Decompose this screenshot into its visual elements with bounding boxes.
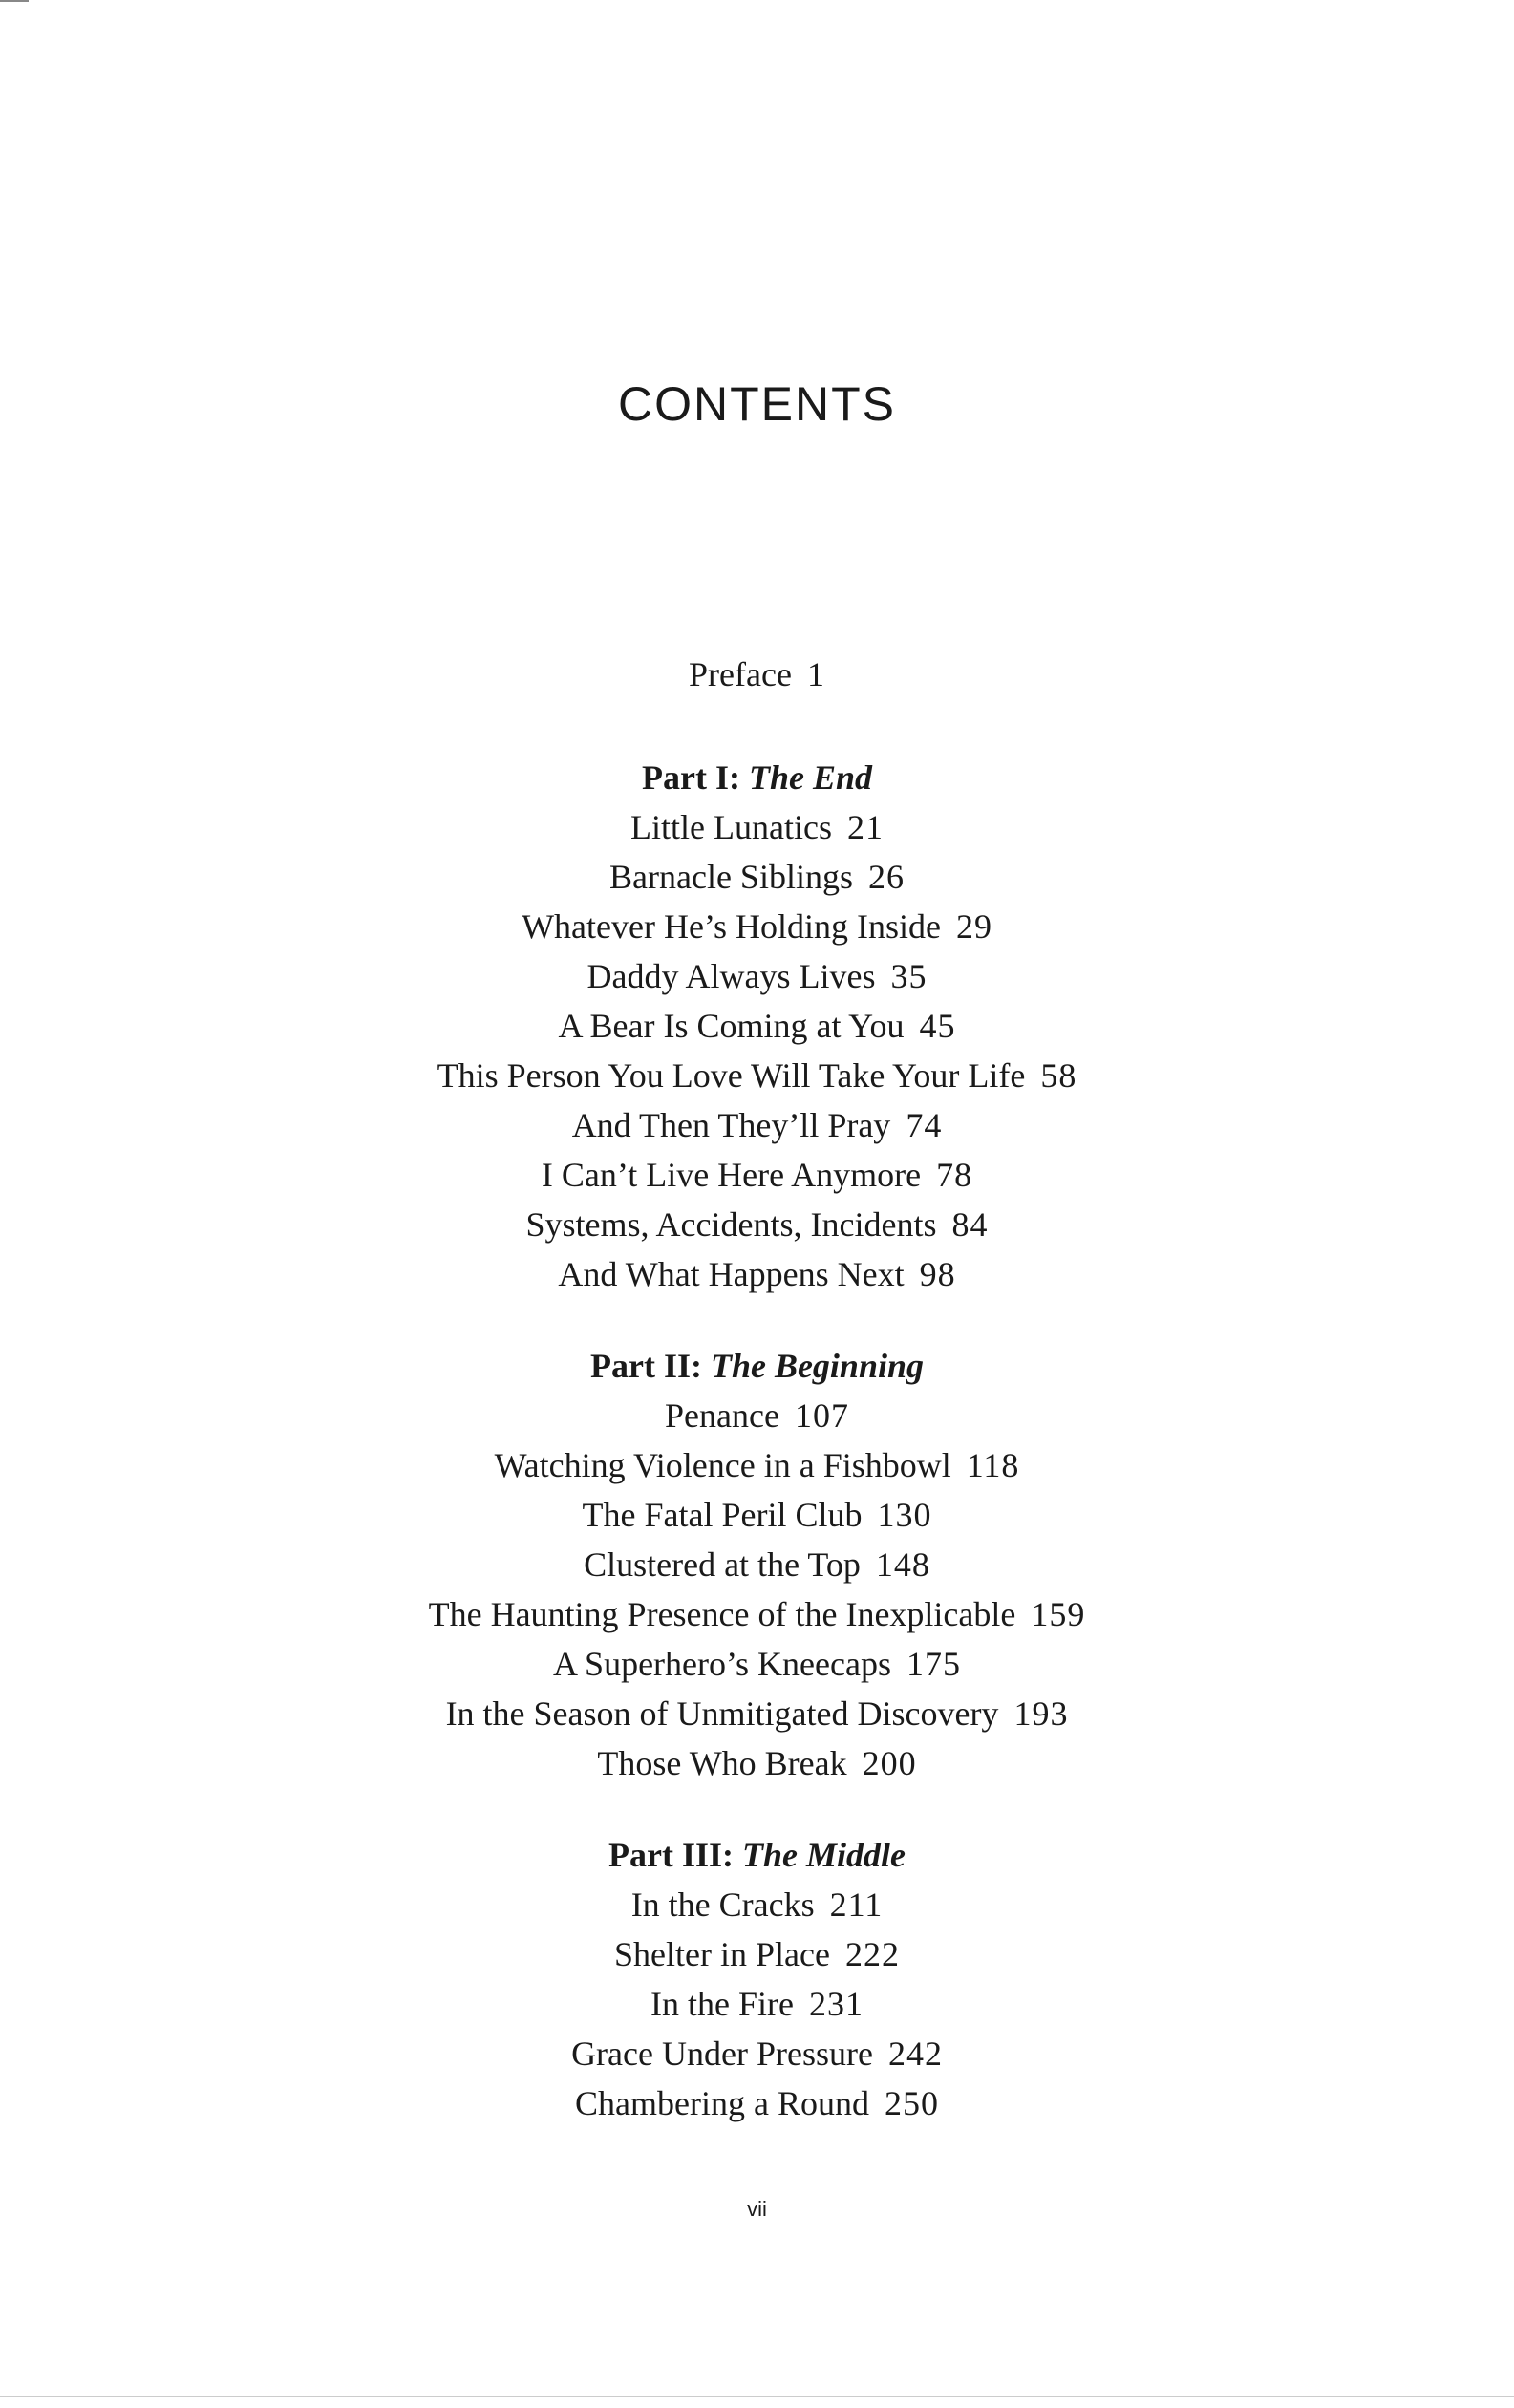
toc-entry-title: Shelter in Place — [614, 1935, 830, 1973]
toc-entry-page: 45 — [919, 1007, 956, 1045]
toc-entry-title: Clustered at the Top — [584, 1545, 861, 1584]
toc-entry[interactable] — [0, 1689, 1514, 1738]
toc-entry-title: Little Lunatics — [630, 808, 832, 846]
toc-entry-title: Daddy Always Lives — [586, 957, 876, 995]
toc-entry[interactable] — [0, 1051, 1514, 1100]
toc-entry-preface[interactable] — [0, 650, 1514, 699]
preface-block — [0, 650, 1514, 699]
toc-entry[interactable] — [0, 1150, 1514, 1200]
toc-entry-page: 29 — [955, 907, 992, 946]
toc-entry-title: Systems, Accidents, Incidents — [525, 1205, 937, 1244]
toc-entry-page: 74 — [906, 1106, 943, 1144]
toc-entry-title: Grace Under Pressure — [571, 2035, 873, 2073]
toc-entry-title: In the Cracks — [630, 1886, 815, 1924]
toc-entry-page: 130 — [877, 1496, 932, 1534]
toc-entry-title: In the Fire — [650, 1985, 794, 2023]
toc-entry[interactable] — [0, 1100, 1514, 1150]
toc-entry-page: 84 — [951, 1205, 989, 1244]
toc-entry[interactable] — [0, 1540, 1514, 1589]
toc-entry[interactable] — [0, 1929, 1514, 1979]
toc-entry-page: 107 — [794, 1396, 849, 1435]
toc-entry-title: Penance — [665, 1396, 779, 1435]
part-name: The Beginning — [710, 1347, 925, 1385]
toc-entry[interactable] — [0, 1440, 1514, 1490]
toc-entry-title: And Then They’ll Pray — [571, 1106, 891, 1144]
toc-entry[interactable] — [0, 2078, 1514, 2128]
toc-entry-title: Chambering a Round — [575, 2084, 869, 2122]
part-3-block — [0, 1830, 1514, 2128]
toc-entry[interactable] — [0, 951, 1514, 1001]
toc-entry[interactable] — [0, 1639, 1514, 1689]
toc-entry-title: This Person You Love Will Take Your Life — [437, 1056, 1026, 1095]
toc-entry-page: 118 — [966, 1446, 1020, 1484]
toc-entry[interactable] — [0, 1738, 1514, 1788]
toc-entry[interactable] — [0, 1001, 1514, 1051]
part-2-block — [0, 1341, 1514, 1788]
toc-entry-page: 98 — [919, 1255, 956, 1293]
toc-entry-page: 250 — [884, 2084, 939, 2122]
toc-entry-title: I Can’t Live Here Anymore — [541, 1156, 922, 1194]
toc-entry-title: A Superhero’s Kneecaps — [553, 1645, 891, 1683]
toc-entry-title: The Haunting Presence of the Inexplicable — [428, 1595, 1016, 1633]
toc-entry-page: 211 — [829, 1886, 884, 1924]
part-2-title[interactable] — [0, 1341, 1514, 1391]
toc-entry[interactable] — [0, 902, 1514, 951]
toc-entry-page: 148 — [875, 1545, 930, 1584]
toc-entry[interactable] — [0, 1490, 1514, 1540]
toc-entry[interactable] — [0, 1200, 1514, 1249]
toc-entry-title: And What Happens Next — [558, 1255, 905, 1293]
toc-entry[interactable] — [0, 802, 1514, 852]
toc-entry-page: 242 — [887, 2035, 943, 2073]
toc-entry-page: 193 — [1013, 1694, 1069, 1733]
scan-edge-line — [0, 2396, 1514, 2397]
part-label: Part II: — [589, 1347, 702, 1385]
toc-entry-page: 1 — [806, 655, 825, 693]
part-name: The Middle — [742, 1836, 906, 1874]
part-1-block — [0, 753, 1514, 1299]
toc-entry[interactable] — [0, 2029, 1514, 2078]
toc-entry-title: Preface — [689, 655, 792, 693]
toc-entry[interactable] — [0, 1979, 1514, 2029]
page-number: vii — [747, 2197, 767, 2221]
part-name: The End — [748, 758, 872, 797]
toc-entry[interactable] — [0, 1391, 1514, 1440]
toc-entry-title: The Fatal Peril Club — [582, 1496, 863, 1534]
toc-entry-title: Whatever He’s Holding Inside — [522, 907, 941, 946]
part-label: Part I: — [642, 758, 740, 797]
toc-entry[interactable] — [0, 1249, 1514, 1299]
toc-entry-title: In the Season of Unmitigated Discovery — [445, 1694, 999, 1733]
part-1-title[interactable] — [0, 753, 1514, 802]
toc-entry[interactable] — [0, 1880, 1514, 1929]
toc-entry-page: 26 — [867, 858, 905, 896]
page-heading: CONTENTS — [618, 377, 896, 431]
toc-entry-page: 175 — [906, 1645, 961, 1683]
part-3-title[interactable] — [0, 1830, 1514, 1880]
scan-edge-mark — [0, 0, 29, 2]
toc-entry-page: 200 — [862, 1744, 917, 1782]
toc-entry-title: Those Who Break — [597, 1744, 847, 1782]
toc-entry-page: 78 — [936, 1156, 973, 1194]
toc-entry-page: 222 — [844, 1935, 900, 1973]
toc-entry-page: 159 — [1031, 1595, 1086, 1633]
toc-entry[interactable] — [0, 1589, 1514, 1639]
toc-entry-page: 58 — [1040, 1056, 1077, 1095]
part-label: Part III: — [608, 1836, 734, 1874]
toc-entry-page: 231 — [808, 1985, 864, 2023]
toc-entry-title: A Bear Is Coming at You — [558, 1007, 905, 1045]
toc-entry[interactable] — [0, 852, 1514, 902]
toc-entry-page: 35 — [890, 957, 928, 995]
toc-entry-title: Watching Violence in a Fishbowl — [494, 1446, 951, 1484]
toc-entry-title: Barnacle Siblings — [609, 858, 853, 896]
toc-entry-page: 21 — [846, 808, 884, 846]
